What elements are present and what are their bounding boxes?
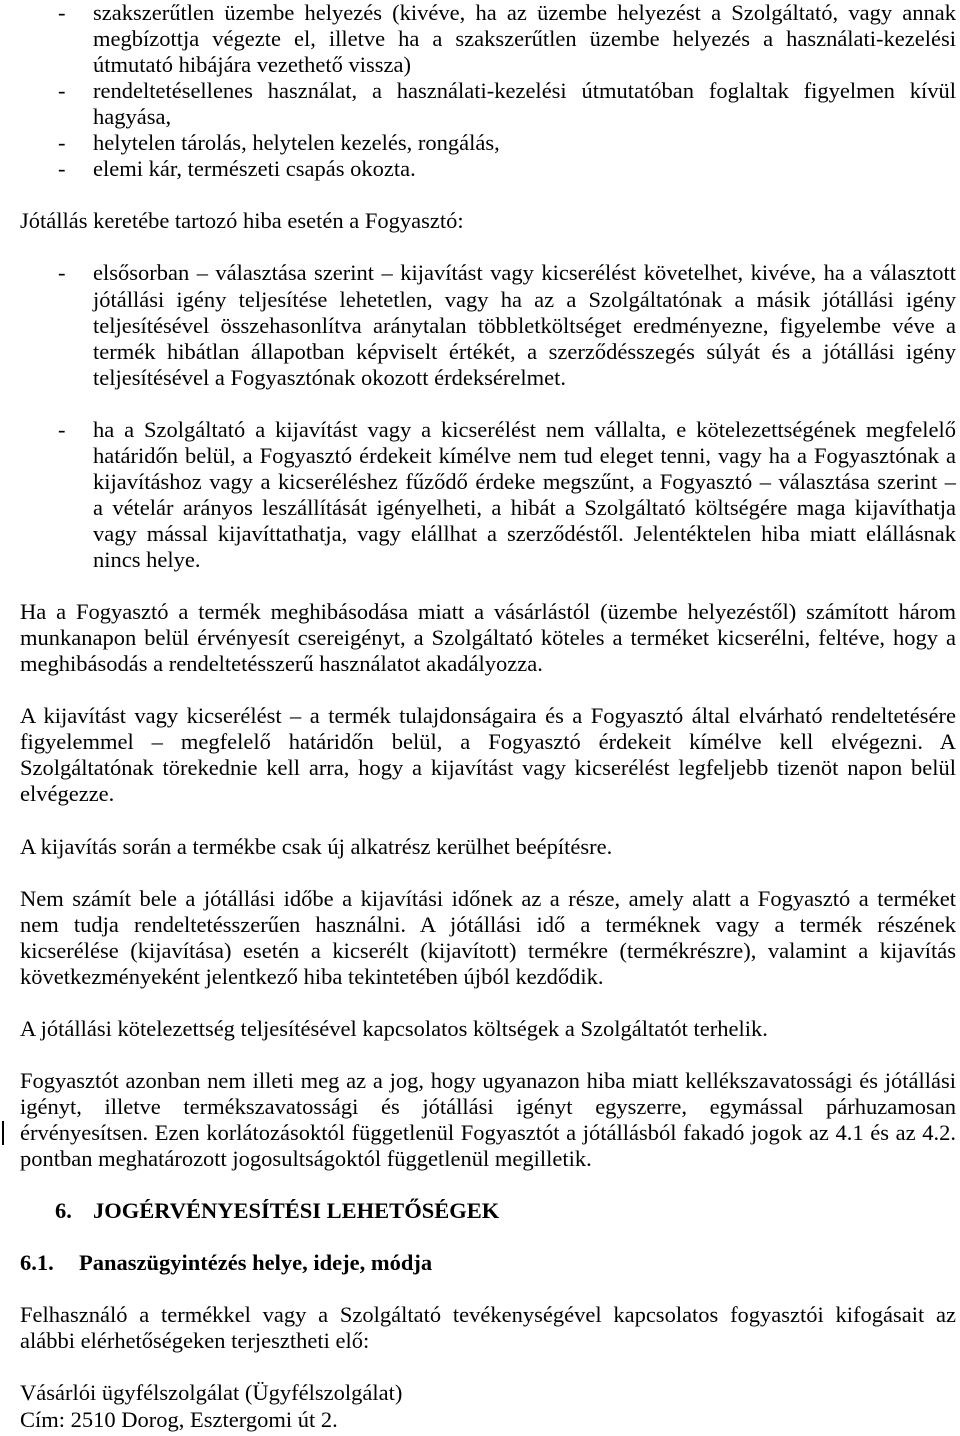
text-line: elsősorban – választása szerint – kijavítást vagy kicserélést követelhet, kivéve, ha a választott: [93, 260, 956, 286]
paragraph: [20, 1016, 956, 1042]
paragraph: [20, 834, 956, 860]
text-line: útmutató hibájára vezethető vissza): [93, 52, 411, 78]
list-item: [20, 0, 956, 78]
list-bullet: -: [58, 156, 66, 182]
text-line: Nem számít bele a jótállási időbe a kijavítási időnek az a része, amely alatt a Fogyasztó a terméket: [20, 885, 956, 911]
text-line: vagy mással kijavíttathatja, vagy elállhat a szerződéstől. Jelentéktelen hiba miatt elállásnak: [93, 520, 956, 546]
paragraph: [20, 1302, 956, 1354]
text-line: kijavításhoz vagy a kicseréléshez fűződő érdeke megszűnt, a Fogyasztó – választása szerint –: [93, 468, 956, 494]
paragraph: [20, 703, 956, 807]
list-bullet: -: [58, 416, 66, 442]
contact-name: Vásárlói ügyfélszolgálat (Ügyfélszolgálat): [20, 1380, 403, 1406]
consumer-rights-list: [20, 260, 956, 573]
list-item: [20, 156, 956, 182]
text-line: elvégezze.: [20, 781, 115, 807]
text-line: meghibásodás a rendeltetésszerű használatot akadályozza.: [20, 651, 543, 677]
text-line: munkanapon belül érvényesít csereigényt, a Szolgáltató köteles a terméket kicserélni, feltéve, hogy a: [20, 625, 956, 651]
section-heading: [20, 1198, 956, 1224]
text-line: hagyása,: [93, 104, 172, 130]
subsection-title: Panaszügyintézés helye, ideje, módja: [79, 1250, 433, 1276]
text-line: szakszerűtlen üzembe helyezés (kivéve, ha az üzembe helyezést a Szolgáltató, vagy annak: [93, 0, 956, 25]
text-line: a vételár arányos leszállítását igényelheti, a hibát a Szolgáltató költségére maga kijavíthatja: [93, 494, 956, 520]
list-item: [20, 78, 956, 130]
text-line: következményeként jelentkező hiba tekintetében újból kezdődik.: [20, 963, 604, 989]
text-line: érvényesítsen. Ezen korlátozásoktól függetlenül Fogyasztót a jótállásból fakadó jogok az 4.1 és az 4.2.: [20, 1120, 956, 1146]
text-line: ha a Szolgáltató a kijavítást vagy a kicserélést nem vállalta, e kötelezettségének megfelelő: [93, 416, 956, 442]
text-line: helytelen tárolás, helytelen kezelés, rongálás,: [93, 130, 500, 156]
text-line: határidőn belül, a Fogyasztó érdekeit kímélve nem tud eleget tenni, vagy ha a Fogyasztónak a: [93, 442, 956, 468]
text-line: jótállási igény teljesítése lehetetlen, vagy ha az a Szolgáltatónak a másik jótállási igény: [93, 286, 956, 312]
text-line: alábbi elérhetőségeken terjesztheti elő:: [20, 1328, 370, 1354]
text-line: pontban meghatározott jogosultságoktól függetlenül megilletik.: [20, 1146, 592, 1172]
text-line: megbízottja végezte el, illetve ha a szakszerűtlen üzembe helyezés a használati-kezelési: [93, 26, 956, 52]
list-item: [20, 130, 956, 156]
text-line: kicserélése (kijavítása) esetén a kicserélt (kijavított) termékre (termékrészre), valamint a kijavítás: [20, 937, 956, 963]
text-line: Jótállás keretébe tartozó hiba esetén a Fogyasztó:: [20, 208, 464, 234]
contact-block: [20, 1380, 956, 1432]
text-line: elemi kár, természeti csapás okozta.: [93, 156, 416, 182]
list-item: [20, 260, 956, 390]
revision-bar: [2, 1121, 4, 1145]
list-item: [20, 417, 956, 573]
list-bullet: -: [58, 130, 66, 156]
text-line: rendeltetésellenes használat, a használati-kezelési útmutatóban foglaltak figyelmen kívül: [93, 78, 956, 104]
warranty-intro-paragraph: [20, 208, 956, 234]
document-page: [20, 0, 956, 1433]
paragraph: [20, 599, 956, 677]
text-line: Felhasználó a termékkel vagy a Szolgáltató tevékenységével kapcsolatos fogyasztói kifogásait az: [20, 1302, 956, 1328]
text-line: Szolgáltatónak törekednie kell arra, hogy a kijavítást vagy kicserélést legfeljebb tizenöt napon belül: [20, 755, 956, 781]
section-number: 6.: [55, 1198, 72, 1224]
text-line: nem tudja rendeltetésszerűen használni. A jótállási idő a terméknek vagy a termék részének: [20, 911, 956, 937]
text-line: A kijavítás során a termékbe csak új alkatrész kerülhet beépítésre.: [20, 833, 613, 859]
text-line: teljesítésével a Fogyasztónak okozott érdeksérelmet.: [93, 364, 566, 390]
text-line: A jótállási kötelezettség teljesítésével kapcsolatos költségek a Szolgáltatót terhelik.: [20, 1015, 768, 1041]
text-line: Ha a Fogyasztó a termék meghibásodása miatt a vásárlástól (üzembe helyezéstől) számított három: [20, 599, 956, 625]
section-title: JOGÉRVÉNYESÍTÉSI LEHETŐSÉGEK: [93, 1198, 500, 1224]
text-line: figyelemmel – megfelelő határidőn belül, a Fogyasztó érdekeit kímélve kell elvégezni. A: [20, 729, 956, 755]
text-line: nincs helye.: [93, 546, 201, 572]
text-line: termék hibátlan állapotban képviselt értékét, a szerződésszegés súlyát és a jótállási igény: [93, 338, 956, 364]
list-bullet: -: [58, 78, 66, 104]
text-line: A kijavítást vagy kicserélést – a termék tulajdonságaira és a Fogyasztó által elvárható rendeltetésére: [20, 703, 956, 729]
exclusion-list: [20, 0, 956, 182]
contact-address: Cím: 2510 Dorog, Esztergomi út 2.: [20, 1406, 338, 1432]
list-bullet: -: [58, 0, 66, 25]
list-bullet: -: [58, 260, 66, 286]
text-line: teljesítésével összehasonlítva aránytalan többletköltséget eredményezne, figyelembe véve a: [93, 312, 956, 338]
subsection-heading: [20, 1250, 956, 1276]
paragraph: [20, 1068, 956, 1172]
subsection-number: 6.1.: [20, 1250, 54, 1276]
paragraph: [20, 886, 956, 990]
text-line: Fogyasztót azonban nem illeti meg az a jog, hogy ugyanazon hiba miatt kellékszavatossági és jótállási: [20, 1067, 956, 1093]
text-line: igényt, illetve termékszavatossági és jótállási igényt egyszerre, egymással párhuzamosan: [20, 1093, 956, 1119]
